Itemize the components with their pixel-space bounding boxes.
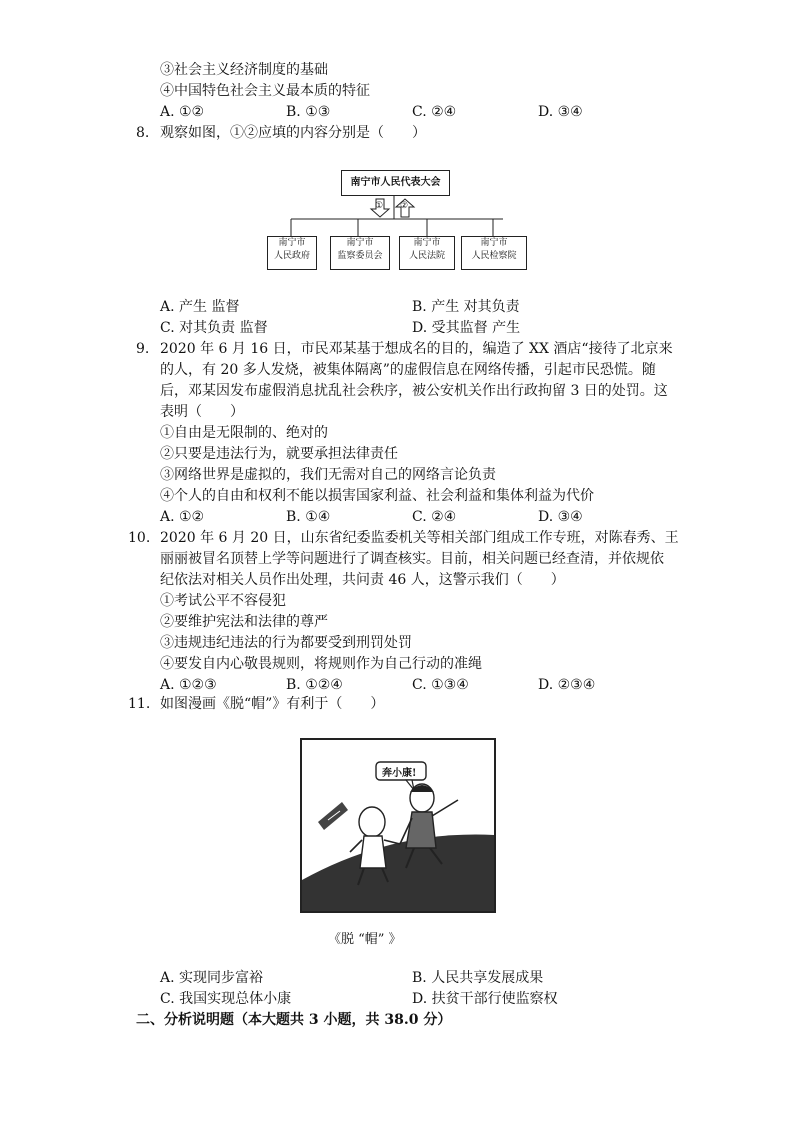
q11-option-c: C. 我国实现总体小康: [160, 991, 292, 1007]
q9-option-c: C. ②④: [412, 509, 457, 525]
q7-item-3: ③社会主义经济制度的基础: [160, 62, 328, 78]
q9-stem-line-3: 后，邓某因发布虚假消息扰乱社会秩序，被公安机关作出行政拘留 3 日的处罚。这: [160, 383, 668, 399]
q7-option-d: D. ③④: [538, 104, 583, 120]
diagram-box-supervision: 南宁市 监察委员会: [330, 236, 390, 270]
diagram-box-procuratorate: 南宁市 人民检察院: [461, 236, 527, 270]
q8-option-c: C. 对其负责 监督: [160, 320, 268, 336]
q9-option-a: A. ①②: [160, 509, 205, 525]
q10-stem-line-1: 2020 年 6 月 20 日，山东省纪委监委机关等相关部门组成工作专班，对陈春秀、王: [160, 530, 679, 546]
q8-stem: 观察如图，①②应填的内容分别是（ ）: [160, 125, 426, 141]
q9-item-3: ③网络世界是虚拟的，我们无需对自己的网络言论负责: [160, 467, 496, 483]
diagram-box-court: 南宁市 人民法院: [399, 236, 455, 270]
q10-item-1: ①考试公平不容侵犯: [160, 593, 286, 609]
q8-option-d: D. 受其监督 产生: [412, 320, 521, 336]
q11-caption: 《脱 “帽” 》: [328, 932, 402, 947]
q10-option-c: C. ①③④: [412, 677, 469, 693]
q8-number: 8.: [136, 125, 150, 141]
q8-option-a: A. 产生 监督: [160, 299, 240, 315]
q7-option-b: B. ①③: [286, 104, 331, 120]
q10-item-4: ④要发自内心敬畏规则，将规则作为自己行动的准绳: [160, 656, 482, 672]
q9-item-4: ④个人的自由和权利不能以损害国家利益、社会利益和集体利益为代价: [160, 488, 594, 504]
speech-bubble-text: 奔小康!: [382, 768, 417, 779]
q11-stem: 如图漫画《脱“帽”》有利于（ ）: [160, 696, 385, 712]
q9-stem-line-2: 的人，有 20 多人发烧，被集体隔离”的虚假信息在网络传播，引起市民恐慌。随: [160, 362, 656, 378]
q11-option-a: A. 实现同步富裕: [160, 970, 264, 986]
q11-option-d: D. 扶贫干部行使监察权: [412, 991, 558, 1007]
q10-option-a: A. ①②③: [160, 677, 217, 693]
q11-option-b: B. 人民共享发展成果: [412, 970, 544, 986]
q10-option-d: D. ②③④: [538, 677, 596, 693]
q7-item-4: ④中国特色社会主义最本质的特征: [160, 83, 370, 99]
diagram-box-government: 南宁市 人民政府: [267, 236, 317, 270]
diagram-marker-2: ②: [400, 201, 409, 211]
q10-item-3: ③违规违纪违法的行为都要受到刑罚处罚: [160, 635, 412, 651]
q7-option-a: A. ①②: [160, 104, 205, 120]
q9-item-2: ②只要是违法行为，就要承担法律责任: [160, 446, 398, 462]
q10-stem-line-3: 纪依法对相关人员作出处理，共问责 46 人，这警示我们（ ）: [160, 572, 565, 588]
q7-option-c: C. ②④: [412, 104, 457, 120]
q10-item-2: ②要维护宪法和法律的尊严: [160, 614, 328, 630]
q11-number: 11.: [128, 696, 151, 712]
q8-diagram: [263, 163, 531, 275]
section-2-heading: 二、分析说明题（本大题共 3 小题，共 38.0 分）: [136, 1012, 452, 1028]
q9-stem-line-4: 表明（ ）: [160, 404, 244, 420]
q8-option-b: B. 产生 对其负责: [412, 299, 520, 315]
q11-cartoon: [300, 738, 496, 913]
q9-stem-line-1: 2020 年 6 月 16 日，市民邓某基于想成名的目的，编造了 XX 酒店“接待了北京来: [160, 341, 673, 357]
q10-number: 10.: [128, 530, 151, 546]
q9-number: 9.: [136, 341, 150, 357]
q9-option-b: B. ①④: [286, 509, 331, 525]
q10-stem-line-2: 丽丽被冒名顶替上学等问题进行了调查核实。目前，相关问题已经查清，并依规依: [160, 551, 664, 567]
q9-option-d: D. ③④: [538, 509, 583, 525]
diagram-marker-1: ①: [375, 201, 384, 211]
diagram-top-box: 南宁市人民代表大会: [341, 170, 450, 196]
q9-item-1: ①自由是无限制的、绝对的: [160, 425, 328, 441]
flying-hat-icon: [318, 802, 348, 830]
q10-option-b: B. ①②④: [286, 677, 343, 693]
